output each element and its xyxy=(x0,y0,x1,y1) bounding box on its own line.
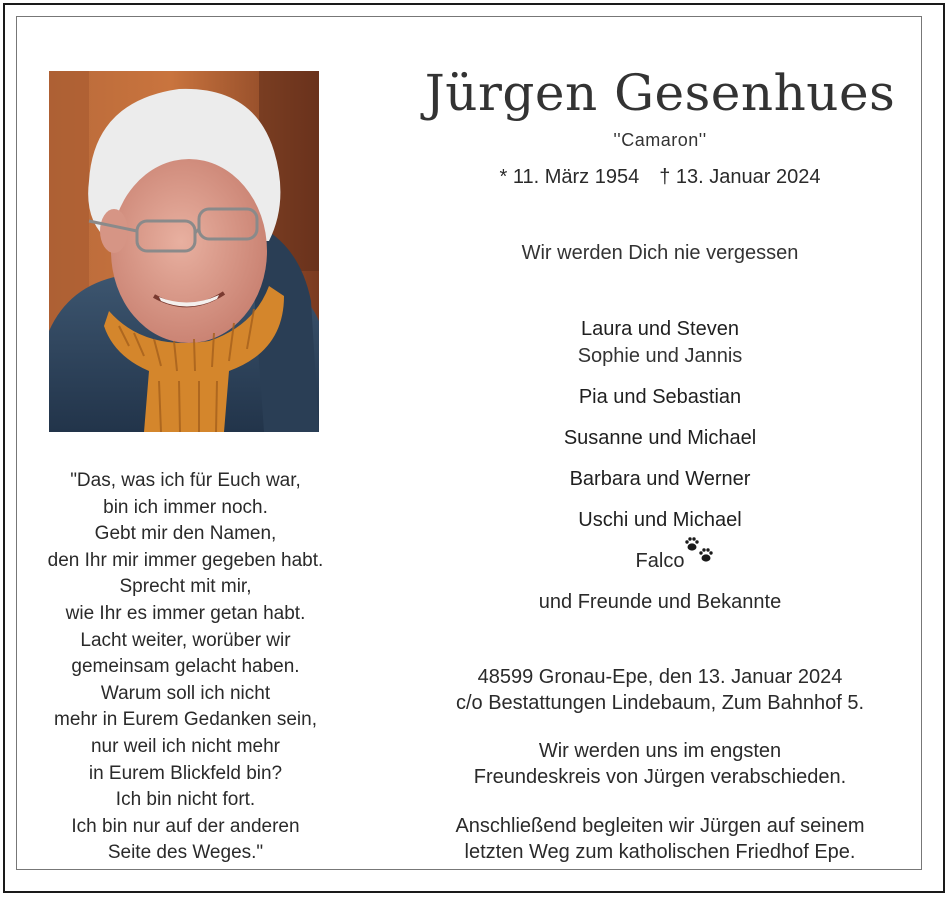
mourner-family: Susanne und Michael xyxy=(563,427,757,449)
poem-line: Ich bin nicht fort. xyxy=(115,789,256,811)
birth-date: * 11. März 1954 xyxy=(499,166,640,188)
portrait-photo xyxy=(49,71,319,432)
mourner-family: Pia und Sebastian xyxy=(578,386,742,408)
burial-notice xyxy=(410,813,910,865)
poem-line: Gebt mir den Namen, xyxy=(94,523,277,545)
pet-name: Falco xyxy=(635,550,685,572)
poem-line: Seite des Weges." xyxy=(107,842,264,864)
mourners-list xyxy=(410,316,910,630)
poem-line: wie Ihr es immer getan habt. xyxy=(65,602,306,624)
mourner-children: Sophie und Jannis xyxy=(577,345,743,367)
farewell-line: Freundeskreis von Jürgen verabschieden. xyxy=(473,766,847,788)
mourner-pet xyxy=(636,548,685,575)
poem-line: Warum soll ich nicht xyxy=(100,682,271,704)
place-date: 48599 Gronau-Epe, den 13. Januar 2024 xyxy=(477,666,843,688)
burial-line: letzten Weg zum katholischen Friedhof Epe. xyxy=(464,841,856,863)
farewell-notice xyxy=(410,738,910,790)
place-and-address xyxy=(410,664,910,716)
poem-line: den Ihr mir immer gegeben habt. xyxy=(47,549,324,571)
life-dates xyxy=(410,166,910,189)
poem-line: mehr in Eurem Gedanken sein, xyxy=(54,709,317,731)
farewell-line: Wir werden uns im engsten xyxy=(538,740,782,762)
poem-line: Sprecht mit mir, xyxy=(119,576,252,598)
memorial-poem xyxy=(18,468,353,867)
poem-line: in Eurem Blickfeld bin? xyxy=(88,762,283,784)
poem-line: Ich bin nur auf der anderen xyxy=(71,815,300,837)
deceased-nickname: ''Camaron'' xyxy=(613,130,707,150)
mourner-family: Laura und Steven xyxy=(581,318,739,340)
poem-line: bin ich immer noch. xyxy=(103,496,268,518)
death-date: † 13. Januar 2024 xyxy=(659,166,821,188)
poem-line: "Das, was ich für Euch war, xyxy=(70,470,301,491)
poem-line: Lacht weiter, worüber wir xyxy=(80,629,291,651)
poem-line: nur weil ich nicht mehr xyxy=(90,735,281,757)
poem-line: gemeinsam gelacht haben. xyxy=(71,656,300,678)
funeral-home-address: c/o Bestattungen Lindebaum, Zum Bahnhof 5. xyxy=(455,692,865,714)
mourner-friends: und Freunde und Bekannte xyxy=(538,591,782,613)
deceased-name: Jürgen Gesenhues xyxy=(424,64,896,122)
burial-line: Anschließend begleiten wir Jürgen auf seinem xyxy=(455,815,865,837)
mourner-family: Barbara und Werner xyxy=(569,468,751,490)
memorial-motto: Wir werden Dich nie vergessen xyxy=(521,242,799,264)
mourner-family: Uschi und Michael xyxy=(578,509,742,531)
paw-prints-icon xyxy=(684,535,716,573)
